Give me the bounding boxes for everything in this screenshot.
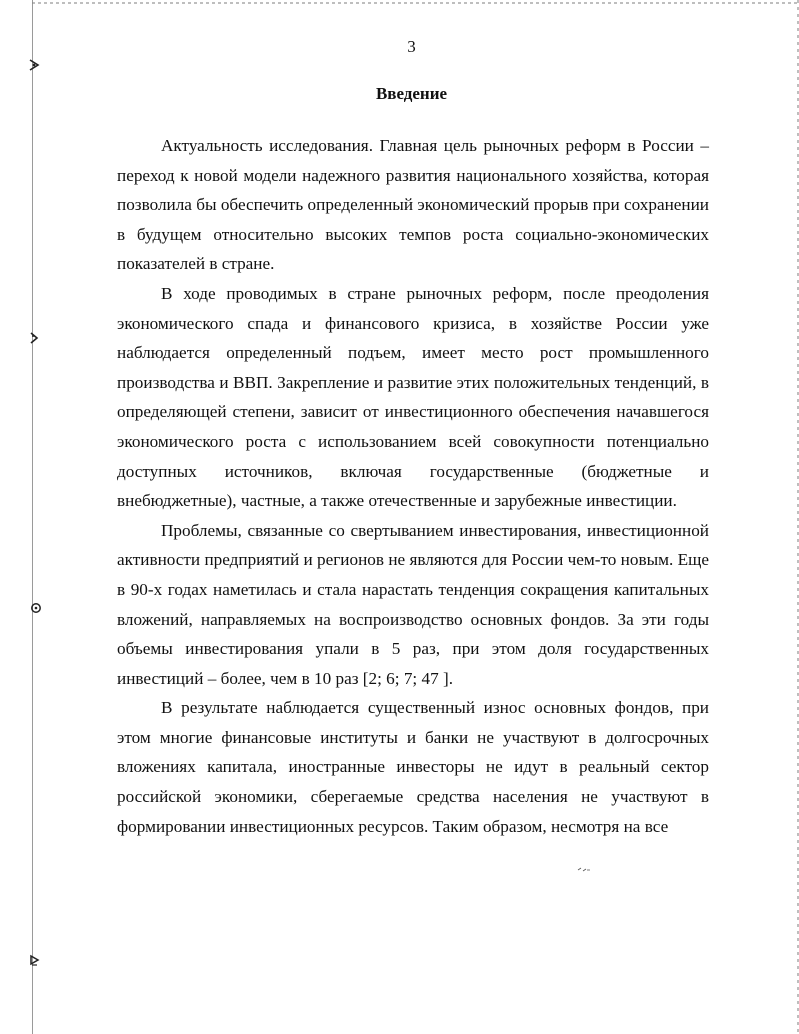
- binder-hole-mark-4: [28, 953, 42, 967]
- body-text: [117, 131, 709, 841]
- binder-hole-mark-1: [28, 58, 42, 72]
- paragraph-1: Актуальность исследования. Главная цель рыночных реформ в России – переход к новой модели надежного развития национального хозяйства, которая позволила бы обеспечить определенный экономический прорыв при сохранении в будущем относительно высоких темпов роста социально-экономических показателей в стране.: [117, 136, 709, 274]
- scan-speck-mark: [577, 866, 591, 872]
- paragraph-3: Проблемы, связанные со свертыванием инвестирования, инвестиционной активности предприятий и регионов не являются для России чем-то новым. Еще в 90-х годах наметилась и стала нарастать тенденция сокращения капитальных вложений, направляемых на воспроизводство основных фондов. За эти годы объемы инвестирования упали в 5 раз, при этом доля государственных инвестиций – более, чем в 10 раз [2; 6; 7; 47 ].: [117, 520, 709, 688]
- paragraph-2: В ходе проводимых в стране рыночных реформ, после преодоления экономического спада и финансового кризиса, в хозяйстве России уже наблюдается определенный подъем, имеет место рост промышленного производства и ВВП. Закрепление и развитие этих положительных тенденций, в определяющей степени, зависит от инвестиционного обеспечения начавшегося экономического роста с использованием всей совокупности потенциально доступных источников, включая государственные (бюджетные и внебюджетные), частные, а также отечественные и зарубежные инвестиции.: [117, 283, 709, 511]
- page-number: 3: [407, 37, 416, 56]
- paragraph-4: В результате наблюдается существенный износ основных фондов, при этом многие финансовые институты и банки не участвуют в долгосрочных вложениях капитала, иностранные инвесторы не идут в реальный сектор российской экономики, сберегаемые средства населения не участвуют в формировании инвестиционных ресурсов. Таким образом, несмотря на все: [117, 698, 709, 836]
- section-heading: Введение: [375, 84, 448, 103]
- page-top-edge: [32, 2, 799, 4]
- page-left-edge: [32, 0, 33, 1034]
- binder-hole-mark-2: [28, 331, 42, 345]
- binder-hole-mark-3: [28, 601, 42, 615]
